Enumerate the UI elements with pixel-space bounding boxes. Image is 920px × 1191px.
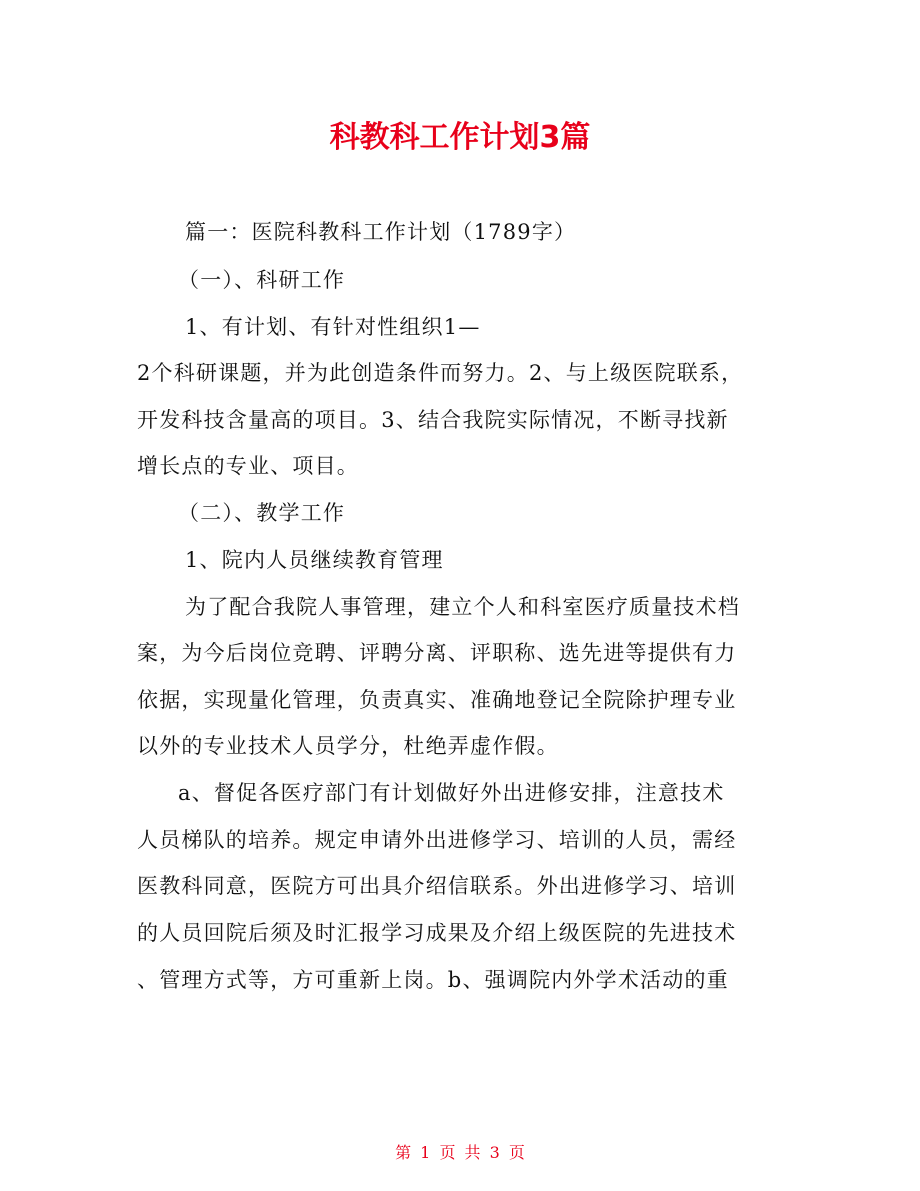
- text-line: 依据，实现量化管理，负责真实、准确地登记全院除护理专业: [137, 688, 737, 712]
- text-line: 医教科同意，医院方可出具介绍信联系。外出进修学习、培训: [137, 874, 737, 898]
- text-line: 的人员回院后须及时汇报学习成果及介绍上级医院的先进技术: [137, 921, 737, 945]
- text-line: 1、有计划、有针对性组织1—: [185, 315, 481, 339]
- text-line: 案，为今后岗位竞聘、评聘分离、评职称、选先进等提供有力: [137, 641, 737, 665]
- text-line: 篇一：医院科教科工作计划（1789字）: [185, 220, 577, 244]
- page-footer: 第 1 页 共 3 页: [395, 1143, 525, 1162]
- text-line: 增长点的专业、项目。: [137, 454, 359, 478]
- text-line: （一）、科研工作: [178, 268, 346, 292]
- text-line: 人员梯队的培养。规定申请外出进修学习、培训的人员，需经: [137, 828, 737, 852]
- text-line: 以外的专业技术人员学分，杜绝弄虚作假。: [137, 734, 559, 758]
- text-line: （二）、教学工作: [178, 501, 346, 525]
- document-title: 科教科工作计划3篇: [329, 120, 591, 155]
- text-line: 开发科技含量高的项目。3、结合我院实际情况，不断寻找新: [137, 408, 729, 432]
- text-line: 、管理方式等，方可重新上岗。b、强调院内外学术活动的重: [137, 968, 729, 992]
- text-line: a、督促各医疗部门有计划做好外出进修安排，注意技术: [178, 781, 725, 805]
- text-line: 为了配合我院人事管理，建立个人和科室医疗质量技术档: [185, 595, 740, 619]
- text-line: 1、院内人员继续教育管理: [185, 548, 444, 572]
- text-line: 2个科研课题，并为此创造条件而努力。2、与上级医院联系，: [137, 361, 744, 385]
